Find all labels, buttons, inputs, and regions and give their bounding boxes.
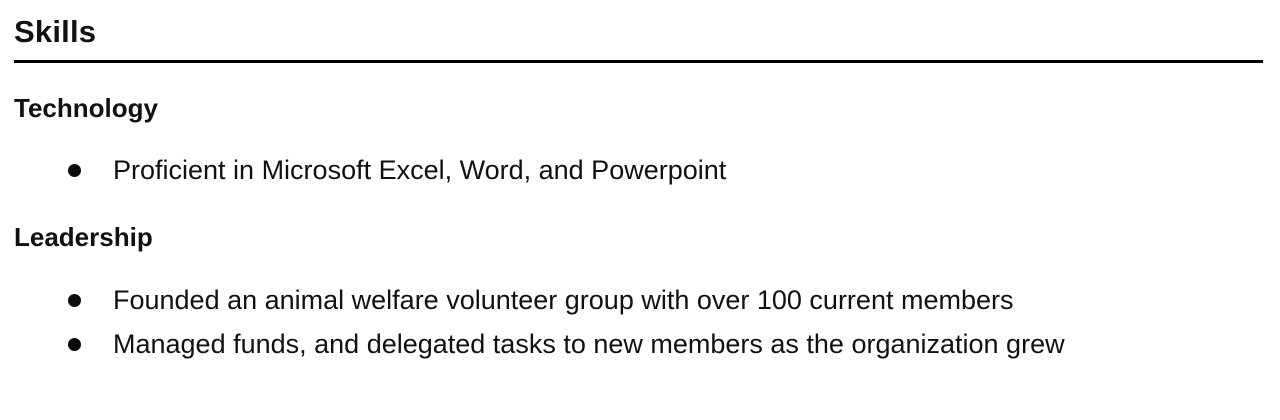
page-title: Skills [14,14,97,49]
subsection-heading-technology: Technology [14,92,158,123]
bullet-icon [68,294,81,307]
bullet-text: Proficient in Microsoft Excel, Word, and Powerpoint [113,155,727,186]
list-item [14,278,1264,322]
bullet-text: Managed funds, and delegated tasks to new members as the organization grew [113,328,1065,359]
subsection-heading-leadership: Leadership [14,222,153,253]
technology-bullet-list [14,148,1264,192]
section-divider [14,60,1263,63]
list-item [14,148,1264,192]
bullet-icon [68,164,81,177]
bullet-text: Founded an animal welfare volunteer group with over 100 current members [113,284,1014,315]
list-item [14,322,1264,366]
bullet-icon [68,338,81,351]
leadership-bullet-list [14,278,1264,366]
